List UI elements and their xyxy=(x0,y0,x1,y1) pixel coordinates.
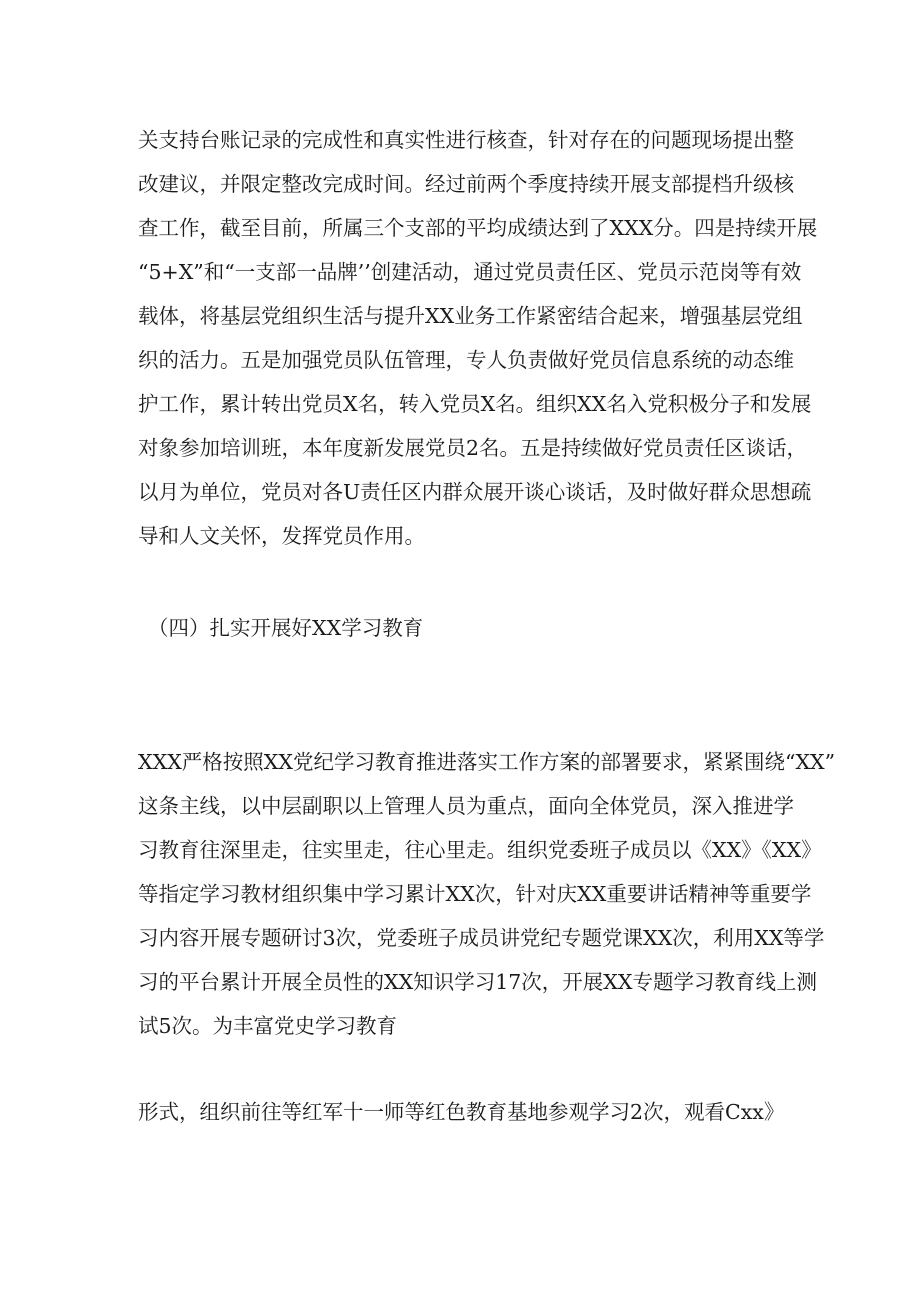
paragraph-1-line-7: 护工作，累计转出党员X名，转入党员X名。组织XX名入党积极分子和发展 xyxy=(138,392,812,416)
paragraph-1-line-5: 载体，将基层党组织生活与提升XX业务工作紧密结合起来，增强基层党组 xyxy=(138,304,803,328)
paragraph-2-line-7: 试5次。为丰富党史学习教育 xyxy=(138,1014,398,1038)
paragraph-1-line-10: 导和人文关怀，发挥党员作用。 xyxy=(138,524,425,548)
paragraph-2-line-2: 这条主线，以中层副职以上管理人员为重点，面向全体党员，深入推进学 xyxy=(138,794,794,818)
paragraph-1-line-6: 织的活力。五是加强党员队伍管理，专人负责做好党员信息系统的动态维 xyxy=(138,348,794,372)
paragraph-1-line-4: “5+X”和“一支部一品牌’’创建活动，通过党员责任区、党员示范岗等有效 xyxy=(138,260,802,284)
paragraph-1-line-1: 关支持台账记录的完成性和真实性进行核查，针对存在的问题现场提出整 xyxy=(138,128,794,152)
paragraph-3-line-1: 形式，组织前往等红军十一师等红色教育基地参观学习2次，观看Cxx》 xyxy=(138,1100,785,1124)
paragraph-1-line-8: 对象参加培训班，本年度新发展党员2名。五是持续做好党员责任区谈话， xyxy=(138,436,808,460)
paragraph-1-line-9: 以月为单位，党员对各U责任区内群众展开谈心谈话，及时做好群众思想疏 xyxy=(138,480,812,504)
paragraph-2-line-1: XXX严格按照XX党纪学习教育推进落实工作方案的部署要求，紧紧围绕“XX” xyxy=(138,750,836,774)
paragraph-1-line-3: 查工作，截至目前，所属三个支部的平均成绩达到了XXX分。四是持续开展 xyxy=(138,216,818,240)
paragraph-2-line-4: 等指定学习教材组织集中学习累计XX次，针对庆XX重要讲话精神等重要学 xyxy=(138,882,812,906)
paragraph-2-line-5: 习内容开展专题研讨3次，党委班子成员讲党纪专题党课XX次，利用XX等学 xyxy=(138,926,825,950)
paragraph-1-line-2: 改建议，并限定整改完成时间。经过前两个季度持续开展支部提档升级核 xyxy=(138,172,794,196)
paragraph-2-line-6: 习的平台累计开展全员性的XX知识学习17次，开展XX专题学习教育线上测 xyxy=(138,970,817,994)
section-heading: （四）扎实开展好XX学习教育 xyxy=(148,616,424,640)
paragraph-2-line-3: 习教育往深里走，往实里走，往心里走。组织党委班子成员以《XX》《XX》 xyxy=(138,838,822,862)
